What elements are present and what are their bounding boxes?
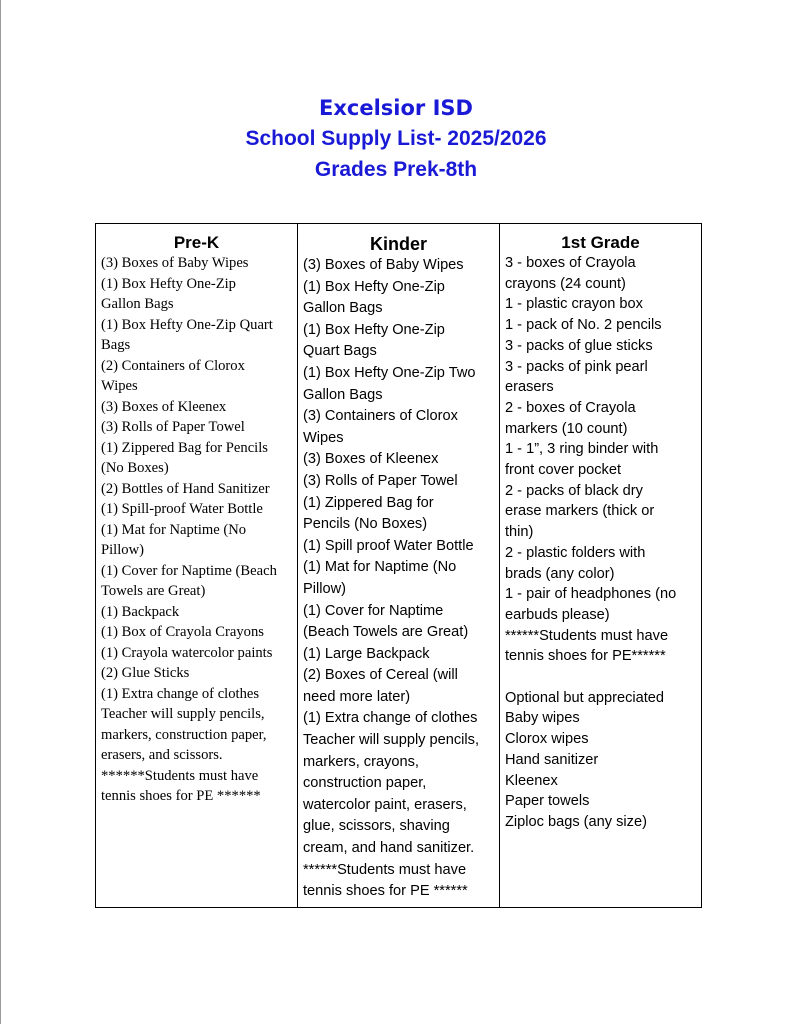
list-item: Paper towels: [505, 793, 590, 810]
list-item: Pillow): [101, 542, 144, 558]
list-item: Gallon Bags: [303, 386, 383, 403]
list-item: ******Students must have: [101, 767, 259, 784]
table-row: [96, 224, 702, 908]
list-item: (3) Boxes of Kleenex: [303, 451, 439, 468]
list-item: (1) Box Hefty One-Zip Quart: [101, 316, 273, 333]
list-item: Hand sanitizer: [505, 751, 599, 768]
list-item: erase markers (thick or: [505, 503, 655, 520]
prek-heading: Pre-K: [173, 233, 220, 252]
list-item: need more later): [303, 688, 411, 705]
list-item: Wipes: [303, 429, 344, 446]
list-item: (1) Backpack: [101, 603, 180, 620]
list-item: 1 - pair of headphones (no: [505, 586, 677, 603]
list-item: (1) Crayola watercolor paints: [101, 644, 273, 661]
list-item: (1) Box Hefty One-Zip: [303, 321, 445, 338]
list-item: (1) Cover for Naptime: [303, 602, 444, 619]
list-item: construction paper,: [303, 775, 427, 792]
list-item: (1) Spill-proof Water Bottle: [101, 501, 263, 517]
list-item: markers, crayons,: [303, 753, 419, 770]
list-item: crayons (24 count): [505, 275, 626, 292]
list-item: Baby wipes: [505, 710, 580, 727]
list-item: Quart Bags: [303, 343, 377, 360]
list-item: 2 - plastic folders with: [505, 544, 646, 561]
kinder-column: [298, 224, 500, 908]
kinder-heading: Kinder: [369, 234, 427, 254]
list-item: brads (any color): [505, 565, 615, 582]
prek-list: [101, 253, 292, 807]
list-item: Gallon Bags: [303, 300, 383, 317]
list-item: (1) Zippered Bag for: [303, 494, 434, 511]
list-item: (1) Cover for Naptime (Beach: [101, 562, 277, 579]
list-item: 1 - 1”, 3 ring binder with: [505, 441, 659, 458]
list-item: erasers: [505, 379, 554, 396]
list-item: front cover pocket: [505, 462, 621, 479]
list-item: Pillow): [303, 580, 346, 597]
list-item: (1) Box Hefty One-Zip Two: [303, 364, 476, 381]
list-item: (1) Box Hefty One-Zip: [303, 278, 445, 295]
list-item: Kleenex: [505, 772, 558, 789]
list-item: Towels are Great): [101, 583, 206, 599]
list-item: tennis shoes for PE ******: [101, 788, 261, 804]
list-item: Clorox wipes: [505, 731, 589, 748]
list-item: (3) Boxes of Kleenex: [101, 398, 227, 415]
list-item: Teacher will supply pencils,: [303, 732, 480, 749]
list-item: Pencils (No Boxes): [303, 516, 428, 533]
district-title: Excelsior ISD: [319, 96, 473, 120]
list-item: 3 - packs of pink pearl: [505, 358, 648, 375]
grades-title: Grades Prek-8th: [314, 158, 478, 181]
list-item: glue, scissors, shaving: [303, 818, 450, 835]
list-item: (3) Rolls of Paper Towel: [101, 419, 245, 435]
list-item: (3) Rolls of Paper Towel: [303, 472, 458, 489]
list-title: School Supply List- 2025/2026: [245, 127, 547, 150]
list-item: (1) Mat for Naptime (No: [101, 521, 247, 538]
list-item: (3) Containers of Clorox: [303, 408, 458, 425]
list-item: tennis shoes for PE ******: [303, 883, 468, 900]
first-grade-required-list: [505, 253, 696, 667]
list-item: 2 - packs of black dry: [505, 482, 643, 499]
list-item: earbuds please): [505, 606, 610, 623]
list-item: Bags: [101, 337, 131, 353]
list-item: (1) Extra change of clothes: [101, 685, 260, 702]
list-item: (2) Bottles of Hand Sanitizer: [101, 480, 270, 497]
list-item: 1 - pack of No. 2 pencils: [505, 317, 662, 334]
list-item: watercolor paint, erasers,: [303, 796, 467, 813]
prek-column: [96, 224, 298, 908]
supply-table: [95, 223, 702, 908]
list-item: thin): [505, 524, 534, 541]
list-item: (Beach Towels are Great): [303, 624, 469, 641]
list-item: 3 - boxes of Crayola: [505, 255, 636, 271]
list-item: (1) Mat for Naptime (No: [303, 559, 457, 576]
first-grade-column: [500, 224, 702, 908]
list-item: ******Students must have: [303, 861, 467, 878]
list-item: 3 - packs of glue sticks: [505, 337, 653, 354]
kinder-list: [303, 255, 494, 903]
list-item: (3) Boxes of Baby Wipes: [303, 257, 464, 273]
list-item: (1) Box of Crayola Crayons: [101, 624, 264, 640]
first-grade-heading: 1st Grade: [561, 233, 640, 252]
list-item: tennis shoes for PE******: [505, 648, 666, 665]
list-item: 1 - plastic crayon box: [505, 296, 643, 313]
list-item: (1) Box Hefty One-Zip: [101, 275, 236, 292]
list-item: erasers, and scissors.: [101, 747, 223, 763]
list-item: cream, and hand sanitizer.: [303, 840, 475, 857]
list-item: 2 - boxes of Crayola: [505, 399, 636, 416]
list-item: (2) Glue Sticks: [101, 665, 190, 681]
list-item: Gallon Bags: [101, 296, 174, 312]
page-edge: [0, 0, 1, 1024]
list-item: (2) Boxes of Cereal (will: [303, 667, 458, 684]
list-item: Teacher will supply pencils,: [101, 706, 265, 722]
list-item: markers (10 count): [505, 420, 628, 437]
list-item: Ziploc bags (any size): [505, 813, 647, 830]
list-item: (No Boxes): [101, 460, 169, 476]
list-item: (2) Containers of Clorox: [101, 357, 245, 374]
list-item: Optional but appreciated: [505, 689, 665, 706]
list-spacer: [505, 667, 696, 688]
list-item: ******Students must have: [505, 627, 669, 644]
first-grade-optional-list: [505, 688, 696, 833]
list-item: (3) Boxes of Baby Wipes: [101, 255, 249, 271]
list-item: (1) Large Backpack: [303, 645, 430, 662]
list-item: markers, construction paper,: [101, 726, 267, 743]
list-item: (1) Spill proof Water Bottle: [303, 537, 474, 554]
list-item: (1) Zippered Bag for Pencils: [101, 439, 268, 456]
list-item: (1) Extra change of clothes: [303, 710, 478, 727]
list-item: Wipes: [101, 378, 138, 394]
